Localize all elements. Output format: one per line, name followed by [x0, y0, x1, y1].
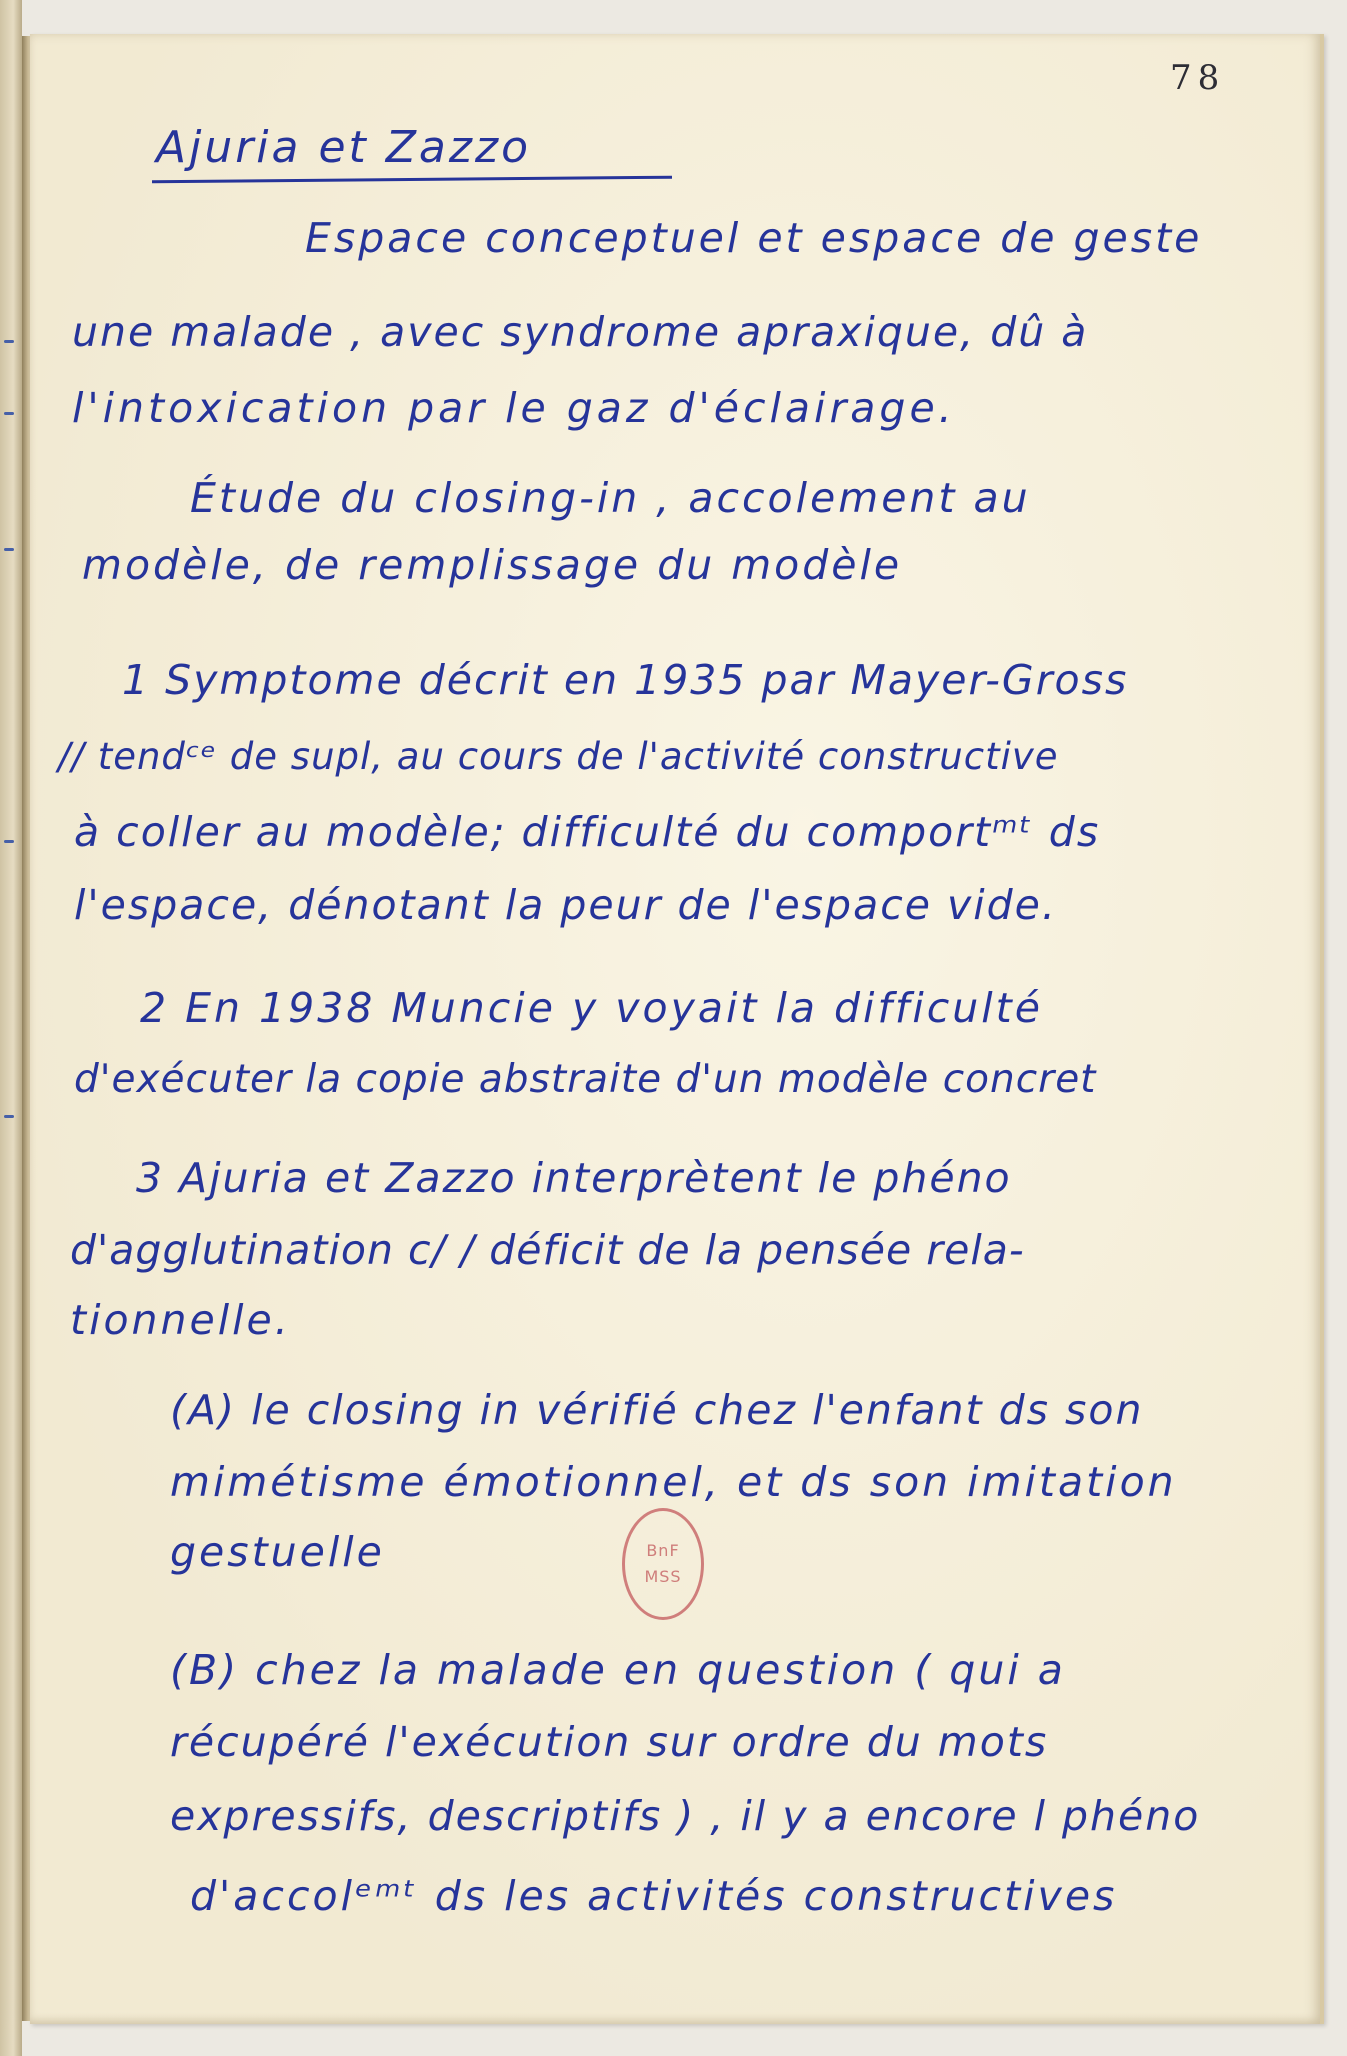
ink-mark [4, 1115, 14, 1118]
ink-mark [4, 340, 14, 343]
text-line: d'accolᵉᵐᵗ ds les activités constructives [190, 1872, 1118, 1920]
text-line: (A) le closing in vérifié chez l'enfant ds son [170, 1386, 1144, 1434]
text-line: 2 En 1938 Muncie y voyait la difficulté [140, 984, 1043, 1032]
text-line: à coller au modèle; difficulté du comportᵐᵗ ds [74, 808, 1101, 856]
stamp-text: BnF [646, 1541, 680, 1560]
ink-mark [4, 840, 14, 843]
text-line: l'intoxication par le gaz d'éclairage. [72, 384, 956, 432]
text-line: une malade , avec syndrome apraxique, dû à [72, 308, 1089, 356]
text-line: d'exécuter la copie abstraite d'un modèle concret [74, 1057, 1097, 1102]
text-line: récupéré l'exécution sur ordre du mots [170, 1718, 1049, 1766]
ink-mark [4, 412, 14, 415]
text-line: mimétisme émotionnel, et ds son imitation [170, 1458, 1177, 1506]
previous-page-edge [0, 0, 22, 2056]
text-line: (B) chez la malade en question ( qui a [170, 1646, 1066, 1694]
ink-mark [4, 548, 14, 551]
text-line: modèle, de remplissage du modèle [82, 541, 903, 589]
text-line: Étude du closing-in , accolement au [190, 474, 1031, 522]
page-title: Ajuria et Zazzo [156, 122, 531, 173]
text-line: gestuelle [170, 1528, 385, 1576]
text-line: d'agglutination c/ / déficit de la pensée rela- [70, 1226, 1025, 1274]
page-number: 78 [1170, 58, 1226, 98]
text-line: expressifs, descriptifs ) , il y a encore l phéno [170, 1792, 1201, 1840]
text-line: 1 Symptome décrit en 1935 par Mayer-Gross [122, 656, 1129, 704]
text-line: tionnelle. [70, 1296, 291, 1344]
text-line: Espace conceptuel et espace de geste [305, 214, 1203, 262]
text-line: l'espace, dénotant la peur de l'espace vide. [74, 881, 1057, 929]
library-stamp [622, 1508, 704, 1620]
text-line: // tendᶜᵉ de supl, au cours de l'activité constructive [58, 735, 1059, 778]
text-line: 3 Ajuria et Zazzo interprètent le phéno [136, 1154, 1012, 1202]
stamp-text: MSS [644, 1567, 682, 1586]
